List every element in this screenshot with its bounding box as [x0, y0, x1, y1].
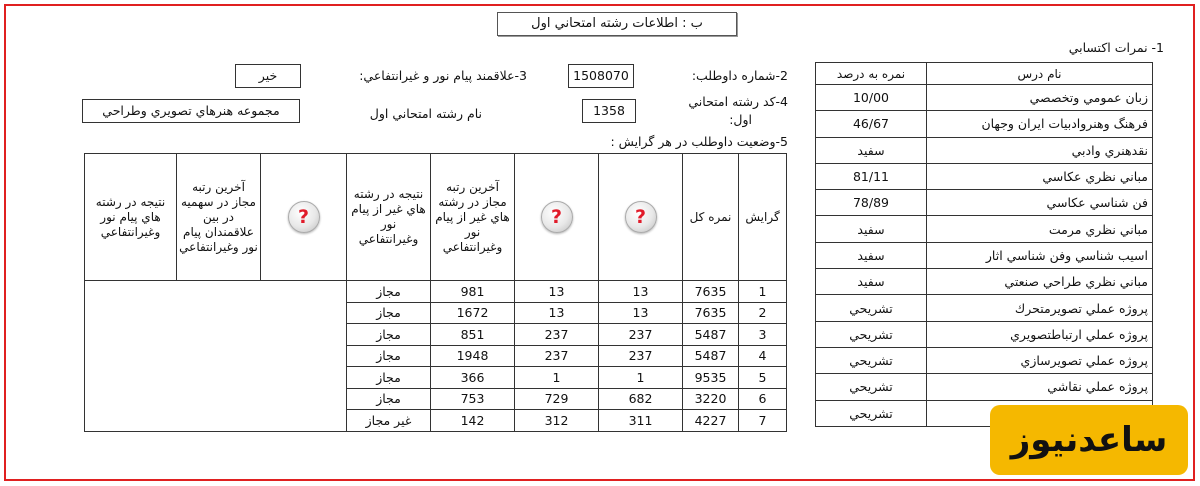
payam-noor-value: خير — [235, 64, 301, 88]
col-quota-rank-header: آخرين رتبه مجاز در سهميه در بين علاقمندان پيام نور وغيرانتفاعي — [177, 154, 261, 281]
unknown-cell-2: 237 — [515, 324, 599, 346]
course-name: پروژه عملي ارتباطتصويري — [927, 321, 1153, 347]
payam-noor-label: 3-علاقمند پيام نور و غيرانتفاعي: — [359, 68, 527, 83]
col-result-header: نتيجه در رشته هاي غير از پيام نور وغيرانتفاعي — [347, 154, 431, 281]
applicant-no-label: 2-شماره داوطلب: — [691, 68, 788, 83]
course-score: سفيد — [816, 269, 927, 295]
result-cell: مجاز — [347, 281, 431, 303]
course-name: پروژه عملي تصويرمتحرك — [927, 295, 1153, 321]
question-icon: ? — [288, 201, 320, 233]
total-cell: 9535 — [683, 367, 739, 389]
course-name: مباني نظري مرمت — [927, 216, 1153, 242]
table-row — [816, 347, 1153, 373]
unknown-cell-1: 1 — [599, 367, 683, 389]
branch-cell: 2 — [739, 302, 787, 324]
result-cell: مجاز — [347, 324, 431, 346]
unknown-cell-2: 13 — [515, 302, 599, 324]
col-unknown-header-1 — [599, 154, 683, 281]
course-score: تشريحي — [816, 400, 927, 426]
rank-cell: 753 — [431, 388, 515, 410]
course-score: سفيد — [816, 242, 927, 268]
table-row — [816, 295, 1153, 321]
course-name: فرهنگ وهنروادبيات ايران وجهان — [927, 111, 1153, 137]
unknown-cell-1: 237 — [599, 345, 683, 367]
table-row — [816, 321, 1153, 347]
exam-name-value: مجموعه هنرهاي تصويري وطراحي — [82, 99, 300, 123]
course-score: تشريحي — [816, 295, 927, 321]
rank-cell: 366 — [431, 367, 515, 389]
branch-cell: 4 — [739, 345, 787, 367]
course-name: زبان عمومي وتخصصي — [927, 85, 1153, 111]
course-name: پروژه عملي نقاشي — [927, 374, 1153, 400]
col-branch-header: گرايش — [739, 154, 787, 281]
result-cell: مجاز — [347, 388, 431, 410]
course-name: مباني نظري عكاسي — [927, 163, 1153, 189]
course-score: 81/11 — [816, 163, 927, 189]
unknown-cell-2: 729 — [515, 388, 599, 410]
unknown-cell-2: 13 — [515, 281, 599, 303]
total-cell: 7635 — [683, 281, 739, 303]
unknown-cell-2: 237 — [515, 345, 599, 367]
total-cell: 5487 — [683, 345, 739, 367]
table-row — [816, 111, 1153, 137]
unknown-cell-1: 682 — [599, 388, 683, 410]
course-score: 78/89 — [816, 190, 927, 216]
table-row — [816, 374, 1153, 400]
col-last-rank-header: آخرين رتبه مجاز در رشته هاي غير از پيام نور وغيرانتفاعي — [431, 154, 515, 281]
status-table — [84, 153, 787, 432]
table-row — [816, 269, 1153, 295]
course-score: سفيد — [816, 216, 927, 242]
course-name: نقدهنري وادبي — [927, 137, 1153, 163]
course-name: فن شناسي عكاسي — [927, 190, 1153, 216]
table-row — [816, 216, 1153, 242]
rank-cell: 142 — [431, 410, 515, 432]
total-cell: 7635 — [683, 302, 739, 324]
table-row — [85, 281, 787, 303]
col-course-header: نام درس — [927, 63, 1153, 85]
rank-cell: 981 — [431, 281, 515, 303]
branch-cell: 6 — [739, 388, 787, 410]
unknown-cell-1: 13 — [599, 281, 683, 303]
unknown-cell-1: 13 — [599, 302, 683, 324]
status-label: 5-وضعيت داوطلب در هر گرايش : — [610, 134, 788, 149]
table-row — [816, 242, 1153, 268]
total-cell: 3220 — [683, 388, 739, 410]
course-name: مباني نظري طراحي صنعتي — [927, 269, 1153, 295]
branch-cell: 1 — [739, 281, 787, 303]
payam-empty-area — [85, 281, 347, 432]
section-title: ب : اطلاعات رشته امتحاني اول — [497, 12, 737, 36]
col-score-header: نمره به درصد — [816, 63, 927, 85]
exam-name-label: نام رشته امتحاني اول — [369, 106, 482, 121]
course-name: پروژه عملي تصويرسازي — [927, 347, 1153, 373]
branch-cell: 7 — [739, 410, 787, 432]
scores-table — [815, 62, 1153, 427]
table-row — [816, 85, 1153, 111]
unknown-cell-2: 1 — [515, 367, 599, 389]
unknown-cell-1: 237 — [599, 324, 683, 346]
result-cell: مجاز — [347, 345, 431, 367]
result-cell: مجاز — [347, 367, 431, 389]
unknown-cell-2: 312 — [515, 410, 599, 432]
course-score: سفيد — [816, 137, 927, 163]
exam-code-label-line2: اول: — [729, 112, 752, 127]
total-cell: 5487 — [683, 324, 739, 346]
rank-cell: 851 — [431, 324, 515, 346]
table-row — [816, 137, 1153, 163]
unknown-cell-1: 311 — [599, 410, 683, 432]
col-total-header: نمره كل — [683, 154, 739, 281]
exam-code-label: 4-كد رشته امتحاني — [688, 94, 788, 109]
course-score: 46/67 — [816, 111, 927, 137]
total-cell: 4227 — [683, 410, 739, 432]
course-score: تشريحي — [816, 347, 927, 373]
rank-cell: 1948 — [431, 345, 515, 367]
result-cell: مجاز — [347, 302, 431, 324]
applicant-no-value: 1508070 — [568, 64, 634, 88]
branch-cell: 5 — [739, 367, 787, 389]
rank-cell: 1672 — [431, 302, 515, 324]
branch-cell: 3 — [739, 324, 787, 346]
course-score: تشريحي — [816, 321, 927, 347]
exam-code-value: 1358 — [582, 99, 636, 123]
question-icon: ? — [541, 201, 573, 233]
result-cell: غير مجاز — [347, 410, 431, 432]
table-row — [816, 163, 1153, 189]
table-row — [816, 190, 1153, 216]
col-unknown-header-2 — [515, 154, 599, 281]
course-score: 10/00 — [816, 85, 927, 111]
scores-heading: 1- نمرات اکتسابي — [1068, 40, 1164, 55]
course-score: تشريحي — [816, 374, 927, 400]
col-payam-result-header: نتيجه در رشته هاي پيام نور وغيرانتفاعي — [85, 154, 177, 281]
col-unknown-header-3 — [261, 154, 347, 281]
saednews-logo: ساعدنيوز — [990, 405, 1188, 475]
question-icon: ? — [625, 201, 657, 233]
course-name: اسيب شناسي وفن شناسي اثار — [927, 242, 1153, 268]
